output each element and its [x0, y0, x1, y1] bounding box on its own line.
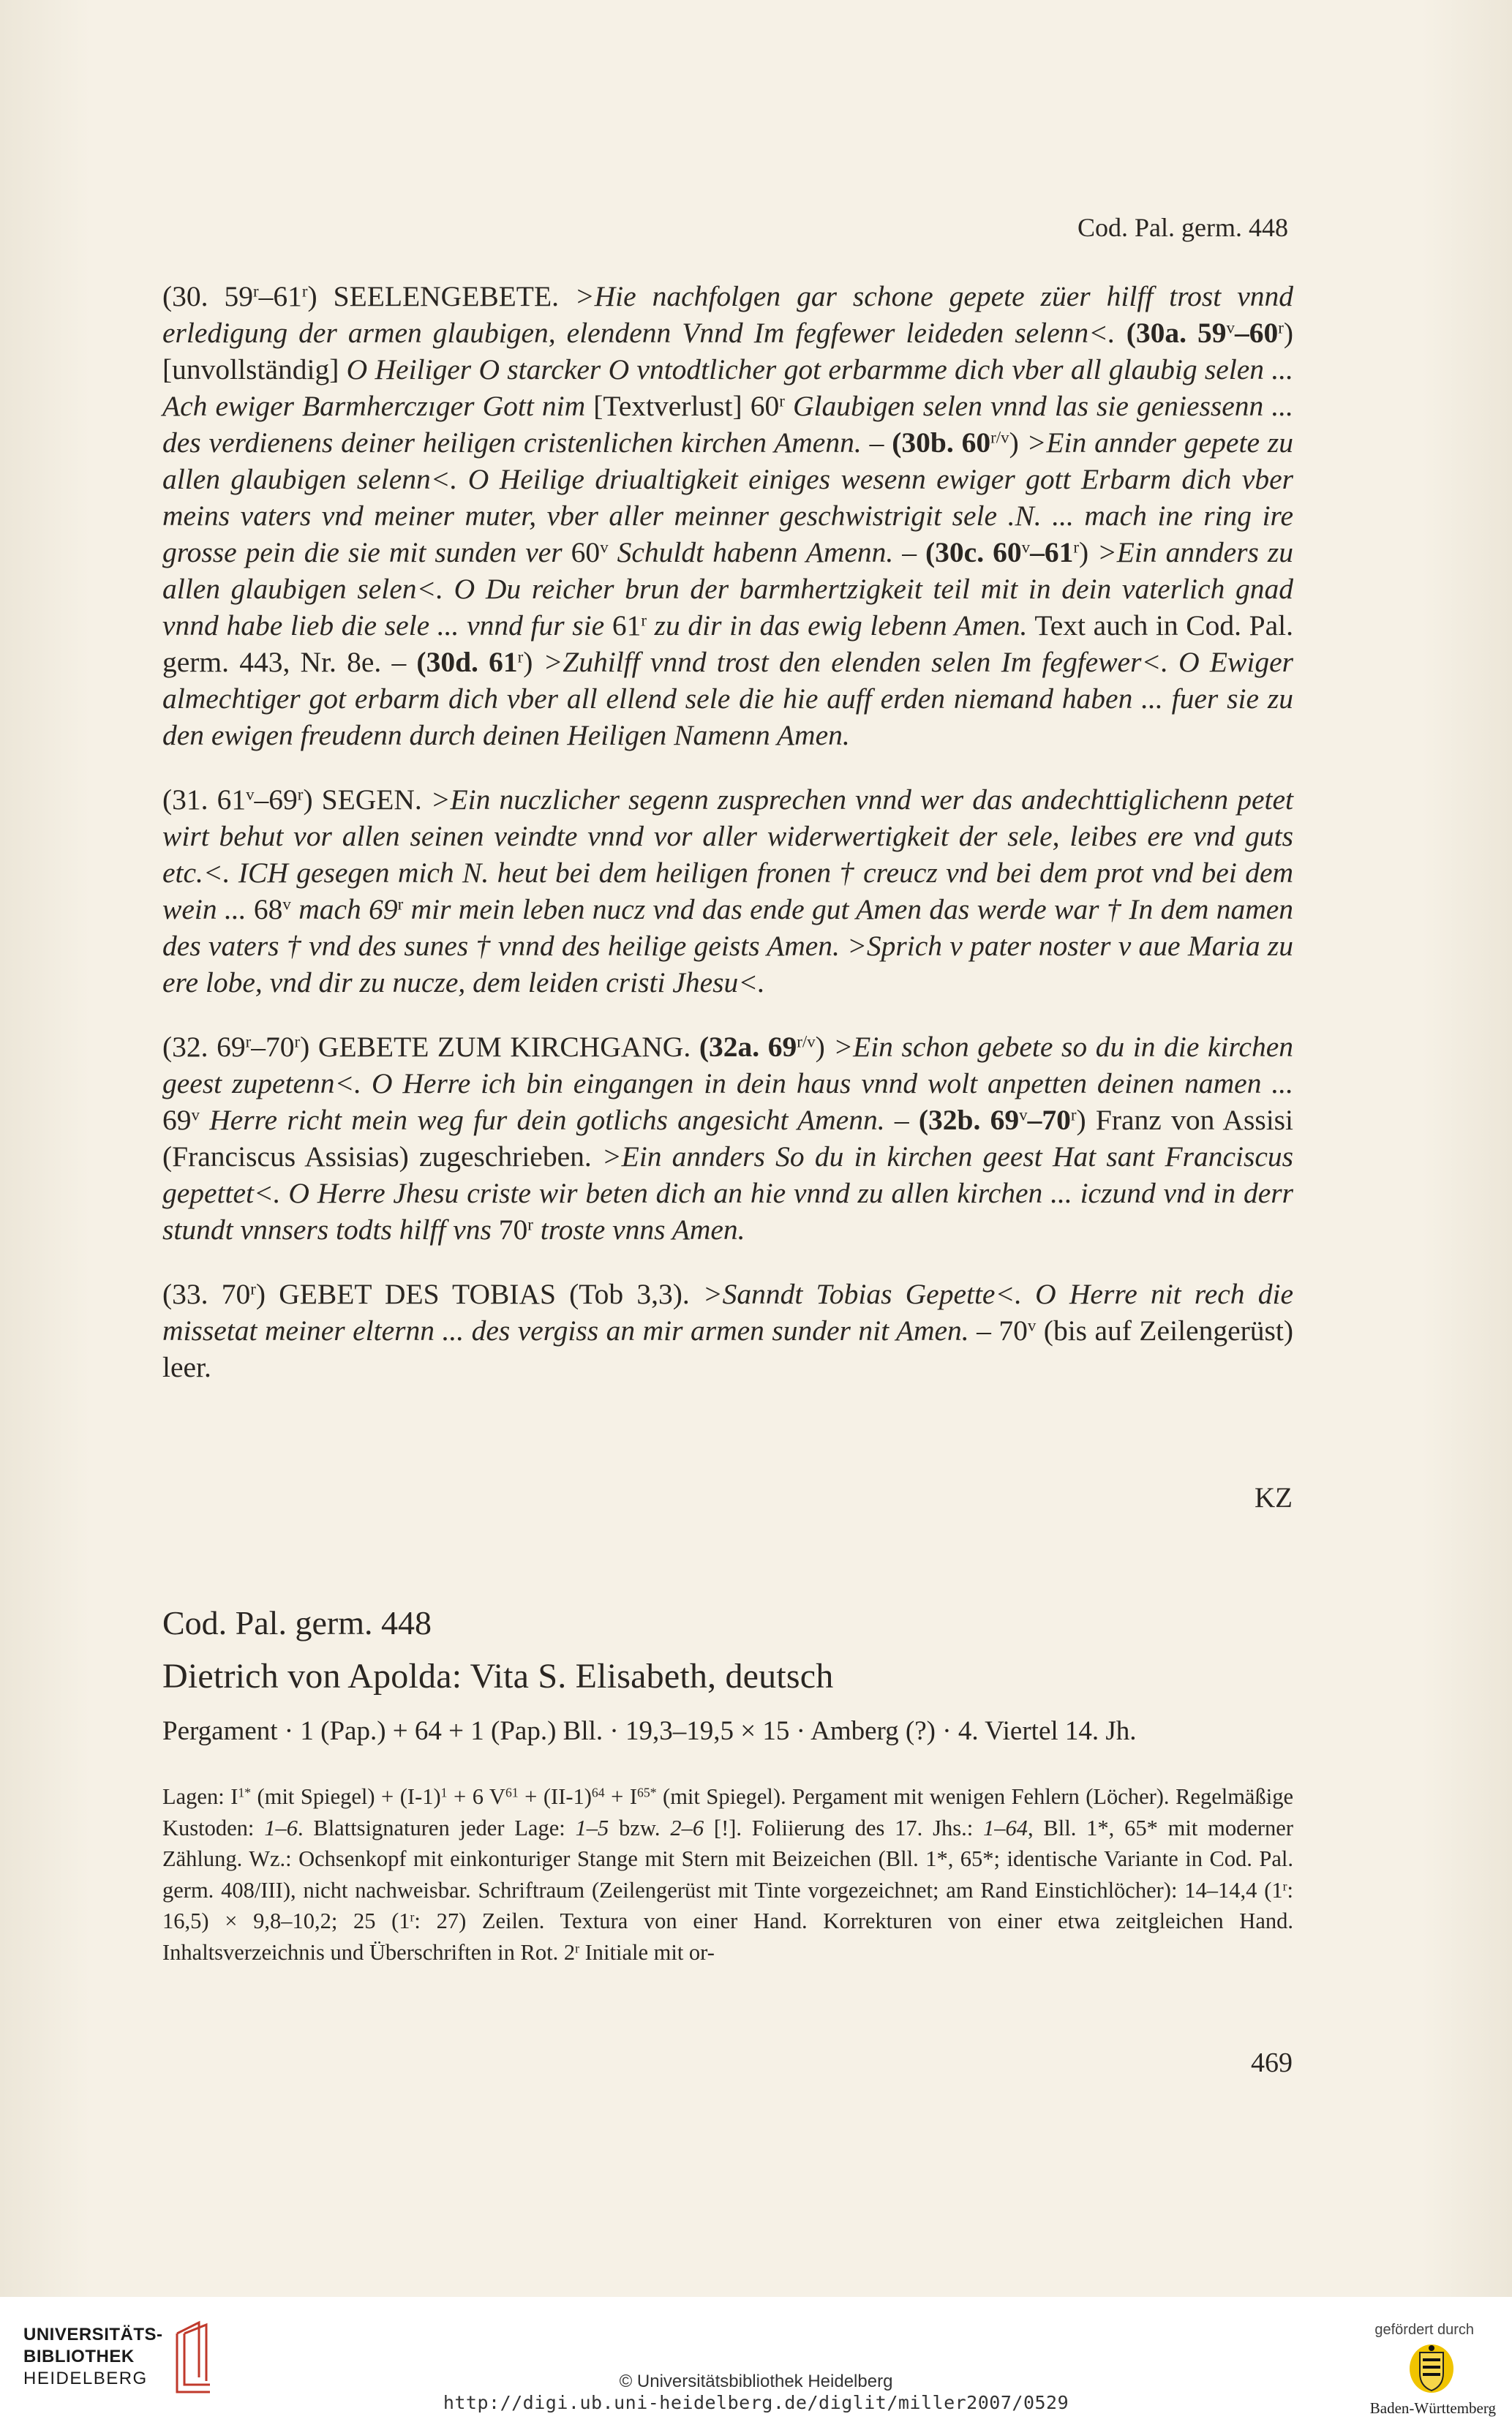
entry-32 [162, 1028, 1293, 1248]
editorial-note: [unvollständig] [162, 353, 347, 386]
quoted-text: Schuldt habenn Amenn. [608, 536, 894, 568]
sub-entry-label: (30c. 60 [925, 536, 1022, 568]
folio-sup: v [1021, 538, 1031, 557]
quoted-text: mir mein leben nucz vnd das ende gut Amen das werde war † In dem namen des vaters † vnd des sunes † vnnd des heilige geists Amen. >Sprich v pater noster v aue Maria zu ere lobe, vnd dir zu nucze, dem leiden cristi Jhesu<. [162, 893, 1294, 998]
desc-text: (mit Spiegel) + (I-1) [251, 1784, 441, 1809]
editorial-note: Text auch in Cod. Pal. germ. 443, Nr. 8e. [162, 609, 1294, 678]
ub-logo-line2: BIBLIOTHEK [23, 2347, 135, 2366]
folio-range: –70 [251, 1031, 295, 1063]
folio-sup: r [1070, 1105, 1077, 1124]
main-text [162, 278, 1293, 1413]
sub-entry-label: –70 [1027, 1104, 1071, 1136]
sub-entry-label: (32a. 69 [691, 1031, 797, 1063]
folio-ref: 69 [162, 1104, 192, 1136]
dash: – [893, 536, 926, 568]
running-head: Cod. Pal. germ. 448 [1077, 213, 1288, 242]
author-signature: KZ [1255, 1482, 1293, 1513]
folio-sup: v [1027, 1316, 1037, 1335]
entry-31 [162, 781, 1293, 1001]
folio-ref: 70 [491, 1214, 528, 1246]
quoted-text: >Ein annder gepete zu allen glaubigen selenn<. O Heilige driualtigkeit einiges wesenn ewiger gott Erbarm dich vber meins vaters vnd meiner muter, vber aller meinner geschwistrigit sele .N. ... mach ine ring ire grosse pein die sie mit sunden ver [162, 426, 1293, 568]
folio-sup: r [297, 785, 304, 804]
quoted-text: O Heiliger O starcker O vntodtlicher got erbarmme dich vber all glaubig selen ... Ach ewiger Barmherczıger Gott nim [162, 353, 1293, 422]
desc-text: + 6 V [447, 1784, 505, 1809]
desc-italic: 1–5 [575, 1815, 609, 1840]
entry-number: (31. 61 [162, 783, 247, 816]
sub-entry-label: –60 [1234, 317, 1279, 349]
desc-text: + (II-1) [518, 1784, 592, 1809]
folio-ref: 61 [604, 609, 642, 642]
folio-sup: r [1073, 538, 1079, 557]
folio-sup: r [253, 282, 259, 301]
editorial-note: (bis auf Zeilengerüst) leer. [162, 1315, 1294, 1383]
quoted-text: >Ein annders zu allen glaubigen selen<. O Du reicher brun der barmhertzigkeit teil mit in dein vaterlich gnad vnnd habe lieb die sele ... vnnd fur sie [162, 536, 1294, 642]
sub-entry-label: (30d. 61 [416, 646, 518, 678]
desc-text: . Blattsignaturen jeder Lage: [297, 1815, 576, 1840]
baden-wuerttemberg-label: Baden-Württemberg [1369, 2399, 1496, 2417]
quoted-text: zu dir in das ewig lebenn Amen. [646, 609, 1028, 642]
dash: – [861, 426, 892, 459]
desc-text: bzw. [609, 1815, 671, 1840]
folio-range: –69 [254, 783, 298, 816]
dash: – [381, 646, 417, 678]
folio-sup: r [294, 1032, 301, 1051]
desc-sup: 1* [238, 1785, 252, 1800]
folio-sup: r [397, 895, 404, 914]
entry-title: ) GEBETE ZUM KIRCHGANG. [300, 1031, 691, 1063]
folio-sup: r [301, 282, 308, 301]
entry-number: (33. 70 [162, 1278, 251, 1310]
sub-entry-label: –61 [1030, 536, 1074, 568]
folio-sup: v [246, 785, 255, 804]
folio-ref: 60 [562, 536, 601, 568]
dash: – [884, 1104, 919, 1136]
desc-sup: 65* [637, 1785, 657, 1800]
desc-text: Initiale mit or- [579, 1939, 715, 1965]
ub-logo-line1: UNIVERSITÄTS- [23, 2325, 163, 2344]
folio-sup: r [779, 391, 785, 410]
ub-logo-line3: HEIDELBERG [23, 2369, 148, 2388]
copyright-notice: © Universitätsbibliothek Heidelberg [619, 2372, 893, 2391]
editorial-note: [Textverlust] 60 [585, 390, 780, 422]
punct: ) [815, 1031, 825, 1063]
sub-entry-label: (30b. 60 [892, 426, 991, 459]
folio-sup: r/v [990, 428, 1009, 447]
punct: ) [1076, 1104, 1086, 1136]
desc-text: + I [604, 1784, 637, 1809]
folio-sup: r [641, 611, 647, 630]
entry-title: ) SEELENGEBETE. [307, 280, 559, 312]
desc-sup: 61 [505, 1785, 519, 1800]
desc-italic: 1–64 [983, 1815, 1028, 1840]
digitization-footer [0, 2297, 1512, 2422]
codicological-description [162, 1781, 1293, 1968]
page-number: 469 [1251, 2047, 1293, 2078]
desc-sup: r [410, 1909, 415, 1925]
quoted-text: >Ein nuczlicher segenn zusprechen vnnd wer das andechttiglichenn petet wirt behut vor allen seinen veindte vnnd vor aller widerwertigkeit der sele, leibes ere vnd guts etc.<. ICH gesegen mich N. heut bei dem heiligen fronen † creucz vnd bei dem prot vnd bei dem wein ... [162, 783, 1293, 925]
folio-sup: v [1019, 1105, 1028, 1124]
quoted-text: >Ein schon gebete so du in die kirchen geest zupetenn<. O Herre ich bin eingangen in dein haus vnnd wolt anpetten deinen namen ... [162, 1031, 1293, 1099]
desc-text: (mit Spiegel). Pergament mit wenigen Fehlern (Löcher). Regelmäßige Kustoden: [162, 1784, 1293, 1840]
folio-ref: 68 [246, 893, 283, 925]
baden-wuerttemberg-coat-of-arms-icon[interactable] [1408, 2342, 1455, 2395]
desc-sup: r [1282, 1878, 1287, 1893]
folio-sup: v [1226, 318, 1235, 337]
punct: ) [523, 646, 533, 678]
folio-ref: – 70 [968, 1315, 1028, 1347]
quoted-text: Glaubigen selen vnnd las sie geniessenn ... des verdienens deiner heiligen cristenlichen kirchen Amenn. [162, 390, 1293, 459]
folio-range: –61 [258, 280, 302, 312]
entry-title: ) SEGEN. [303, 783, 422, 816]
desc-text: , Bll. 1*, 65* mit moderner Zählung. Wz.: Ochsenkopf mit einkonturiger Stange mit Stern mit Beizeichen (Bll. 1*, 65*; identische Variante in Cod. Pal. germ. 408/III), nicht nachweisbar. Schriftraum (Zeilengerüst mit Tinte vorgezeichnet; am Rand Einstichlöcher): 14–14,4 (1 [162, 1815, 1293, 1903]
desc-text: : 16,5) × 9,8–10,2; 25 (1 [162, 1877, 1293, 1933]
rubric-text: >Hie nachfolgen gar schone gepete züer hilff trost vnnd erledigung der armen glaubigen, elendenn Vnnd Im fegfewer leideden selenn<. [162, 280, 1294, 349]
desc-italic: 2–6 [670, 1815, 704, 1840]
folio-sup: r/v [797, 1032, 816, 1051]
quoted-text: mach 69 [290, 893, 398, 925]
folio-sup: r [245, 1032, 252, 1051]
entry-33 [162, 1276, 1293, 1385]
folio-sup: v [191, 1105, 200, 1124]
entry-number: (32. 69 [162, 1031, 246, 1063]
desc-sup: r [575, 1940, 579, 1955]
desc-text: Lagen: I [162, 1784, 238, 1809]
quoted-text: >Zuhilff vnnd trost den elenden selen Im fegfewer<. O Ewiger almechtiger got erbarm dich vber all ellend sele die hie auff erden niemand haben ... fuer sie zu den ewigen freudenn durch deinen Heiligen Namenn Amen. [162, 646, 1293, 751]
folio-sup: v [282, 895, 291, 914]
quoted-text: troste vnns Amen. [533, 1214, 745, 1246]
folio-sup: r [1278, 318, 1284, 337]
entry-30 [162, 278, 1293, 753]
desc-text: : 27) Zeilen. Textura von einer Hand. Korrekturen von einer etwa zeitgleichen Hand. Inhaltsverzeichnis und Überschriften in Rot. 2 [162, 1908, 1293, 1965]
editorial-note: Franz von Assisi (Franciscus Assisias) zugeschrieben. [162, 1104, 1294, 1173]
entry-metadata: Pergament · 1 (Pap.) + 64 + 1 (Pap.) Bll. · 19,3–19,5 × 15 · Amberg (?) · 4. Viertel 14. Jh. [162, 1716, 1137, 1746]
sub-entry-label: (32b. 69 [918, 1104, 1020, 1136]
entry-number: (30. 59 [162, 280, 254, 312]
desc-sup: 1 [440, 1785, 448, 1800]
folio-sup: r [517, 647, 524, 666]
quoted-text: >Sanndt Tobias Gepette<. O Herre nit rech die missetat meiner elternn ... des vergiss an mir armen sunder nit Amen. [162, 1278, 1293, 1347]
funded-by-label: gefördert durch [1374, 2322, 1474, 2338]
folio-sup: v [600, 538, 609, 557]
desc-italic: 1–6 [264, 1815, 298, 1840]
desc-text: [!]. Foliierung des 17. Jhs.: [704, 1815, 983, 1840]
desc-sup: 64 [591, 1785, 605, 1800]
punct: ) [1283, 317, 1293, 349]
sub-entry-label: (30a. 59 [1115, 317, 1227, 349]
folio-sup: r [250, 1279, 256, 1298]
permalink[interactable]: http://digi.ub.uni-heidelberg.de/diglit/miller2007/0529 [443, 2392, 1069, 2413]
entry-shelfmark: Cod. Pal. germ. 448 [162, 1604, 432, 1641]
entry-title: ) GEBET DES TOBIAS (Tob 3,3). [255, 1278, 690, 1310]
folio-sup: r [527, 1215, 533, 1234]
quoted-text: >Ein annders So du in kirchen geest Hat sant Franciscus gepettet<. O Herre Jhesu criste wir beten dich an hie vnnd zu allen kirchen ... iczund vnd in derr stundt vnnsers todts hilff vns [162, 1140, 1294, 1246]
quoted-text: Herre richt mein weg fur dein gotlichs angesicht Amenn. [199, 1104, 885, 1136]
punct: ) [1078, 536, 1089, 568]
entry-heading: Dietrich von Apolda: Vita S. Elisabeth, deutsch [162, 1657, 834, 1696]
punct: ) [1009, 426, 1019, 459]
